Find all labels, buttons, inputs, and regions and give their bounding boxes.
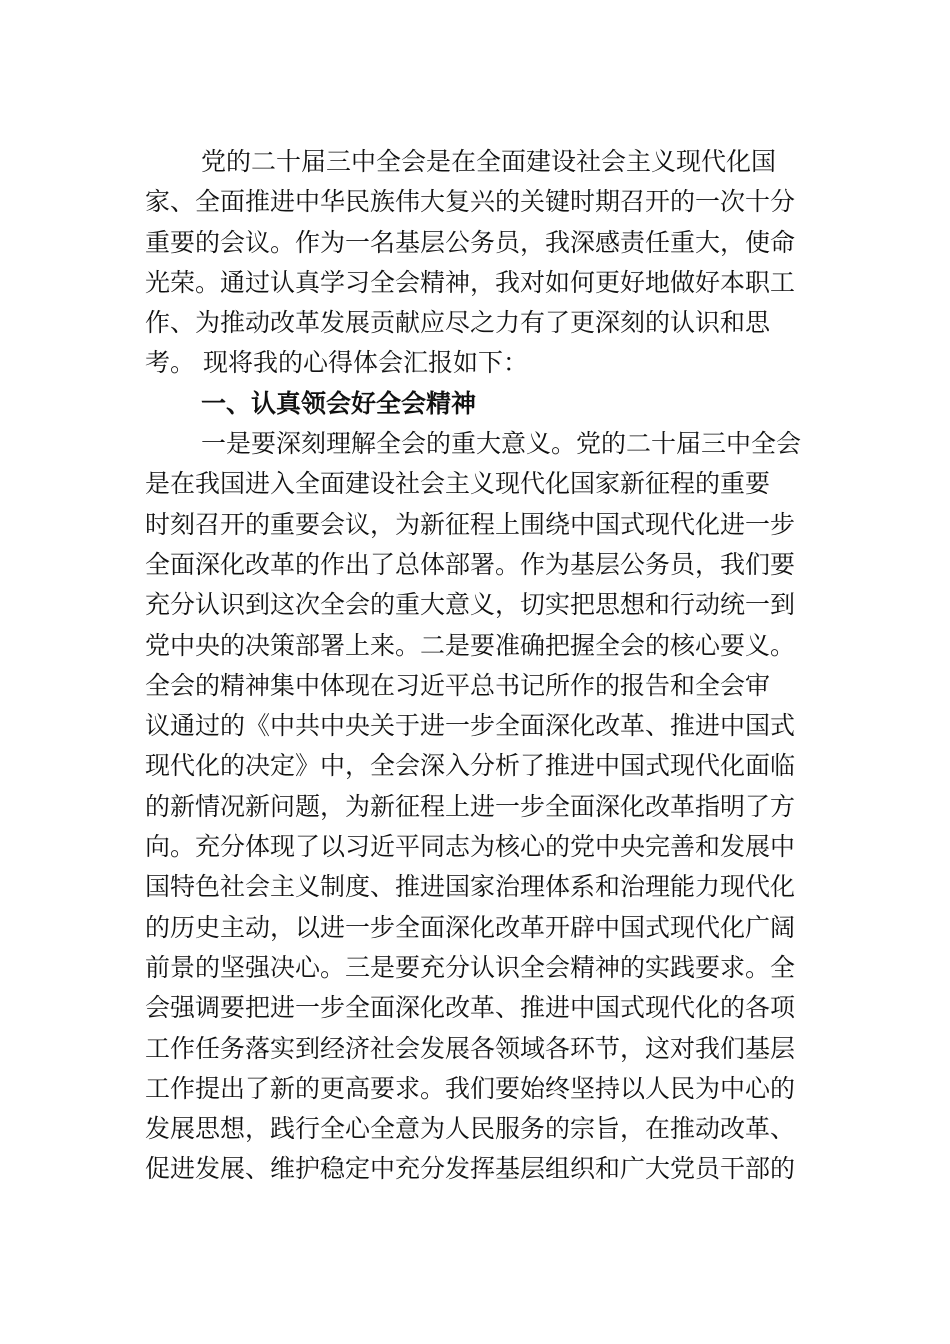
- paragraph-1-line-3: 重要的会议。作为一名基层公务员，我深感责任重大，使命: [145, 227, 796, 257]
- document-body: [145, 142, 813, 1190]
- paragraph-2-line-16: 工作任务落实到经济社会发展各领域各环节，这对我们基层: [145, 1033, 796, 1063]
- paragraph-1-line-6: 考。 现将我的心得体会汇报如下：: [145, 348, 528, 378]
- paragraph-2-line-4: 全面深化改革的作出了总体部署。作为基层公务员，我们要: [145, 549, 796, 579]
- section-heading: 一、认真领会好全会精神: [201, 388, 477, 418]
- paragraph-1-line-5: 作、为推动改革发展贡献应尽之力有了更深刻的认识和思: [145, 308, 771, 338]
- paragraph-2-line-10: 的新情况新问题，为新征程上进一步全面深化改革指明了方: [145, 791, 796, 821]
- paragraph-2-line-6: 党中央的决策部署上来。二是要准确把握全会的核心要义。: [145, 630, 796, 660]
- paragraph-2-line-17: 工作提出了新的更高要求。我们要始终坚持以人民为中心的: [145, 1073, 796, 1103]
- paragraph-2-line-9: 现代化的决定》中，全会深入分析了推进中国式现代化面临: [145, 751, 796, 781]
- paragraph-2-line-2: 是在我国进入全面建设社会主义现代化国家新征程的重要: [145, 469, 771, 499]
- paragraph-2-line-1: 一是要深刻理解全会的重大意义。党的二十届三中全会: [201, 429, 802, 459]
- paragraph-1-line-2: 家、全面推进中华民族伟大复兴的关键时期召开的一次十分: [145, 187, 796, 217]
- paragraph-2-line-15: 会强调要把进一步全面深化改革、推进中国式现代化的各项: [145, 993, 796, 1023]
- paragraph-1-line-4: 光荣。通过认真学习全会精神，我对如何更好地做好本职工: [145, 267, 796, 297]
- paragraph-2-line-3: 时刻召开的重要会议，为新征程上围绕中国式现代化进一步: [145, 509, 796, 539]
- paragraph-2-line-11: 向。充分体现了以习近平同志为核心的党中央完善和发展中: [145, 832, 796, 862]
- paragraph-2-line-5: 充分认识到这次全会的重大意义，切实把思想和行动统一到: [145, 590, 796, 620]
- paragraph-2-line-14: 前景的坚强决心。三是要充分认识全会精神的实践要求。全: [145, 952, 796, 982]
- paragraph-2-line-19: 促进发展、维护稳定中充分发挥基层组织和广大党员干部的: [145, 1154, 796, 1184]
- paragraph-2-line-12: 国特色社会主义制度、推进国家治理体系和治理能力现代化: [145, 872, 796, 902]
- paragraph-2-line-18: 发展思想，践行全心全意为人民服务的宗旨，在推动改革、: [145, 1114, 796, 1144]
- paragraph-1-line-1: 党的二十届三中全会是在全面建设社会主义现代化国: [201, 147, 777, 176]
- paragraph-2-line-8: 议通过的《中共中央关于进一步全面深化改革、推进中国式: [145, 711, 796, 741]
- paragraph-2-line-13: 的历史主动，以进一步全面深化改革开辟中国式现代化广阔: [145, 912, 796, 942]
- paragraph-2-line-7: 全会的精神集中体现在习近平总书记所作的报告和全会审: [145, 670, 771, 700]
